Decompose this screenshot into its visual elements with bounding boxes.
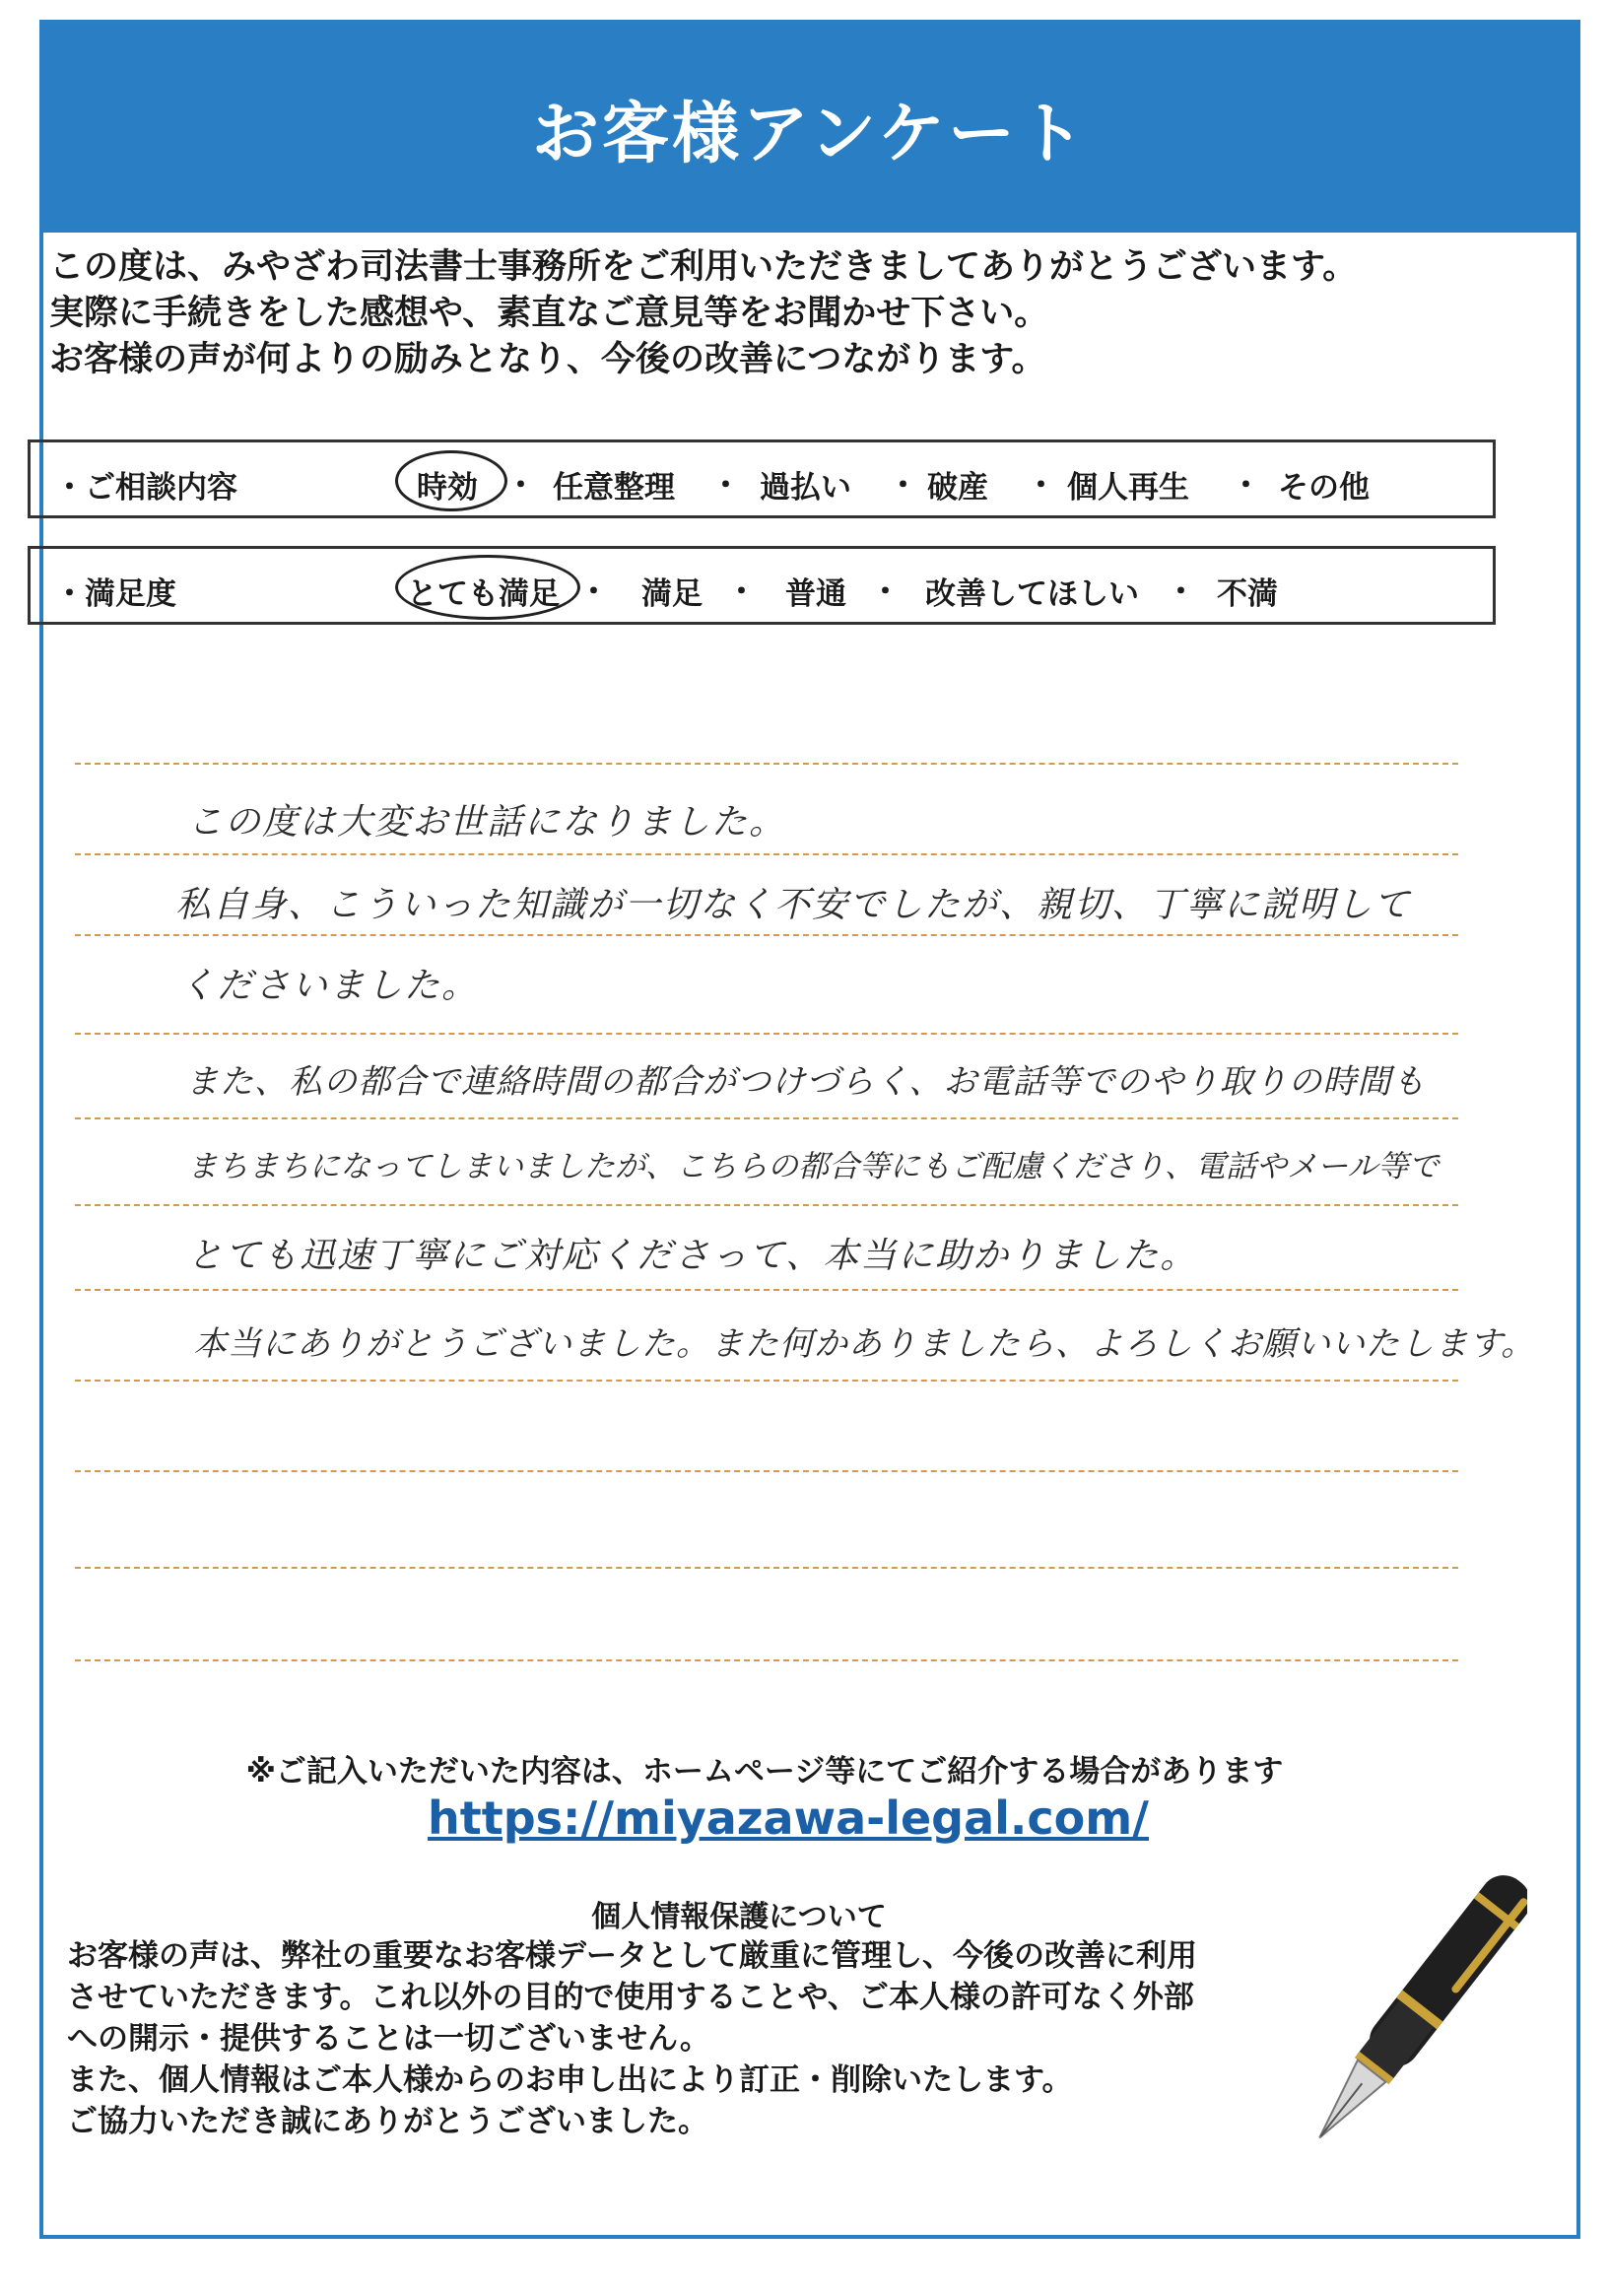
privacy-line: させていただきます。これ以外の目的で使用することや、ご本人様の許可なく外部 xyxy=(67,1980,1194,2015)
option-kojin-saisei[interactable]: 個人再生 xyxy=(1067,470,1189,506)
comment-line: 私自身、こういった知識が一切なく不安でしたが、親切、丁寧に説明して xyxy=(175,885,1412,925)
option-kabarai[interactable]: 過払い xyxy=(760,470,851,506)
separator: ・ xyxy=(1231,468,1261,504)
fountain-pen-icon xyxy=(1291,1853,1527,2188)
ruled-line xyxy=(75,1117,1458,1119)
website-link[interactable]: https://miyazawa-legal.com/ xyxy=(428,1791,1149,1845)
comment-line: この度は大変お世話になりました。 xyxy=(187,802,787,843)
ruled-line xyxy=(75,1470,1458,1472)
option-sonota[interactable]: その他 xyxy=(1278,470,1370,506)
option-hasan[interactable]: 破産 xyxy=(927,470,988,506)
consultation-label: ・ご相談内容 xyxy=(54,470,237,506)
comment-line: まちまちになってしまいましたが、こちらの都合等にもご配慮くださり、電話やメール等で xyxy=(187,1149,1440,1184)
comment-line: また、私の都合で連絡時間の都合がつけづらく、お電話等でのやり取りの時間も xyxy=(185,1062,1427,1102)
option-nini-seiri[interactable]: 任意整理 xyxy=(553,470,675,506)
privacy-line: また、個人情報はご本人様からのお申し出により訂正・削除いたします。 xyxy=(67,2062,1073,2098)
intro-text xyxy=(49,244,1508,383)
ruled-line xyxy=(75,1033,1458,1035)
ruled-line xyxy=(75,1289,1458,1291)
ruled-line xyxy=(75,1380,1458,1382)
ruled-line xyxy=(75,1659,1458,1661)
separator: ・ xyxy=(1026,468,1056,504)
intro-line: お客様の声が何よりの励みとなり、今後の改善につながります。 xyxy=(49,340,1046,379)
comment-line: くださいました。 xyxy=(179,966,480,1006)
ruled-line xyxy=(75,934,1458,936)
separator: ・ xyxy=(505,468,536,504)
option-fuman[interactable]: 不満 xyxy=(1217,576,1278,612)
ruled-line xyxy=(75,763,1458,765)
satisfaction-box xyxy=(28,546,1496,625)
ruled-line xyxy=(75,1204,1458,1206)
separator: ・ xyxy=(726,574,757,610)
consultation-box xyxy=(28,439,1496,518)
separator: ・ xyxy=(578,574,609,610)
publication-notice: ※ご記入いただいた内容は、ホームページ等にてご紹介する場合があります xyxy=(245,1754,1284,1790)
option-manzoku[interactable]: 満足 xyxy=(641,576,703,612)
option-kaizen[interactable]: 改善してほしい xyxy=(925,576,1139,612)
intro-line: 実際に手続きをした感想や、素直なご意見等をお聞かせ下さい。 xyxy=(49,294,1049,333)
comment-line: とても迅速丁寧にご対応くださって、本当に助かりました。 xyxy=(187,1236,1198,1276)
option-totemo-manzoku[interactable]: とても満足 xyxy=(407,576,560,612)
comment-line: 本当にありがとうございました。また何かありましたら、よろしくお願いいたします。 xyxy=(193,1324,1536,1364)
privacy-line: への開示・提供することは一切ございません。 xyxy=(67,2021,710,2057)
intro-line: この度は、みやざわ司法書士事務所をご利用いただきましてありがとうございます。 xyxy=(49,247,1358,287)
option-jiko[interactable]: 時効 xyxy=(417,470,478,506)
separator: ・ xyxy=(1166,574,1196,610)
privacy-line: ご協力いただき誠にありがとうございました。 xyxy=(67,2104,708,2139)
satisfaction-label: ・満足度 xyxy=(54,576,176,612)
separator: ・ xyxy=(870,574,901,610)
privacy-title: 個人情報保護について xyxy=(591,1900,887,1934)
separator: ・ xyxy=(888,468,918,504)
option-futsu[interactable]: 普通 xyxy=(785,576,846,612)
ruled-line xyxy=(75,1567,1458,1569)
page-title: お客様アンケート xyxy=(43,24,1576,233)
ruled-line xyxy=(75,853,1458,855)
privacy-line: お客様の声は、弊社の重要なお客様データとして厳重に管理し、今後の改善に利用 xyxy=(67,1938,1197,1974)
privacy-text xyxy=(67,1935,1308,2142)
separator: ・ xyxy=(710,468,741,504)
